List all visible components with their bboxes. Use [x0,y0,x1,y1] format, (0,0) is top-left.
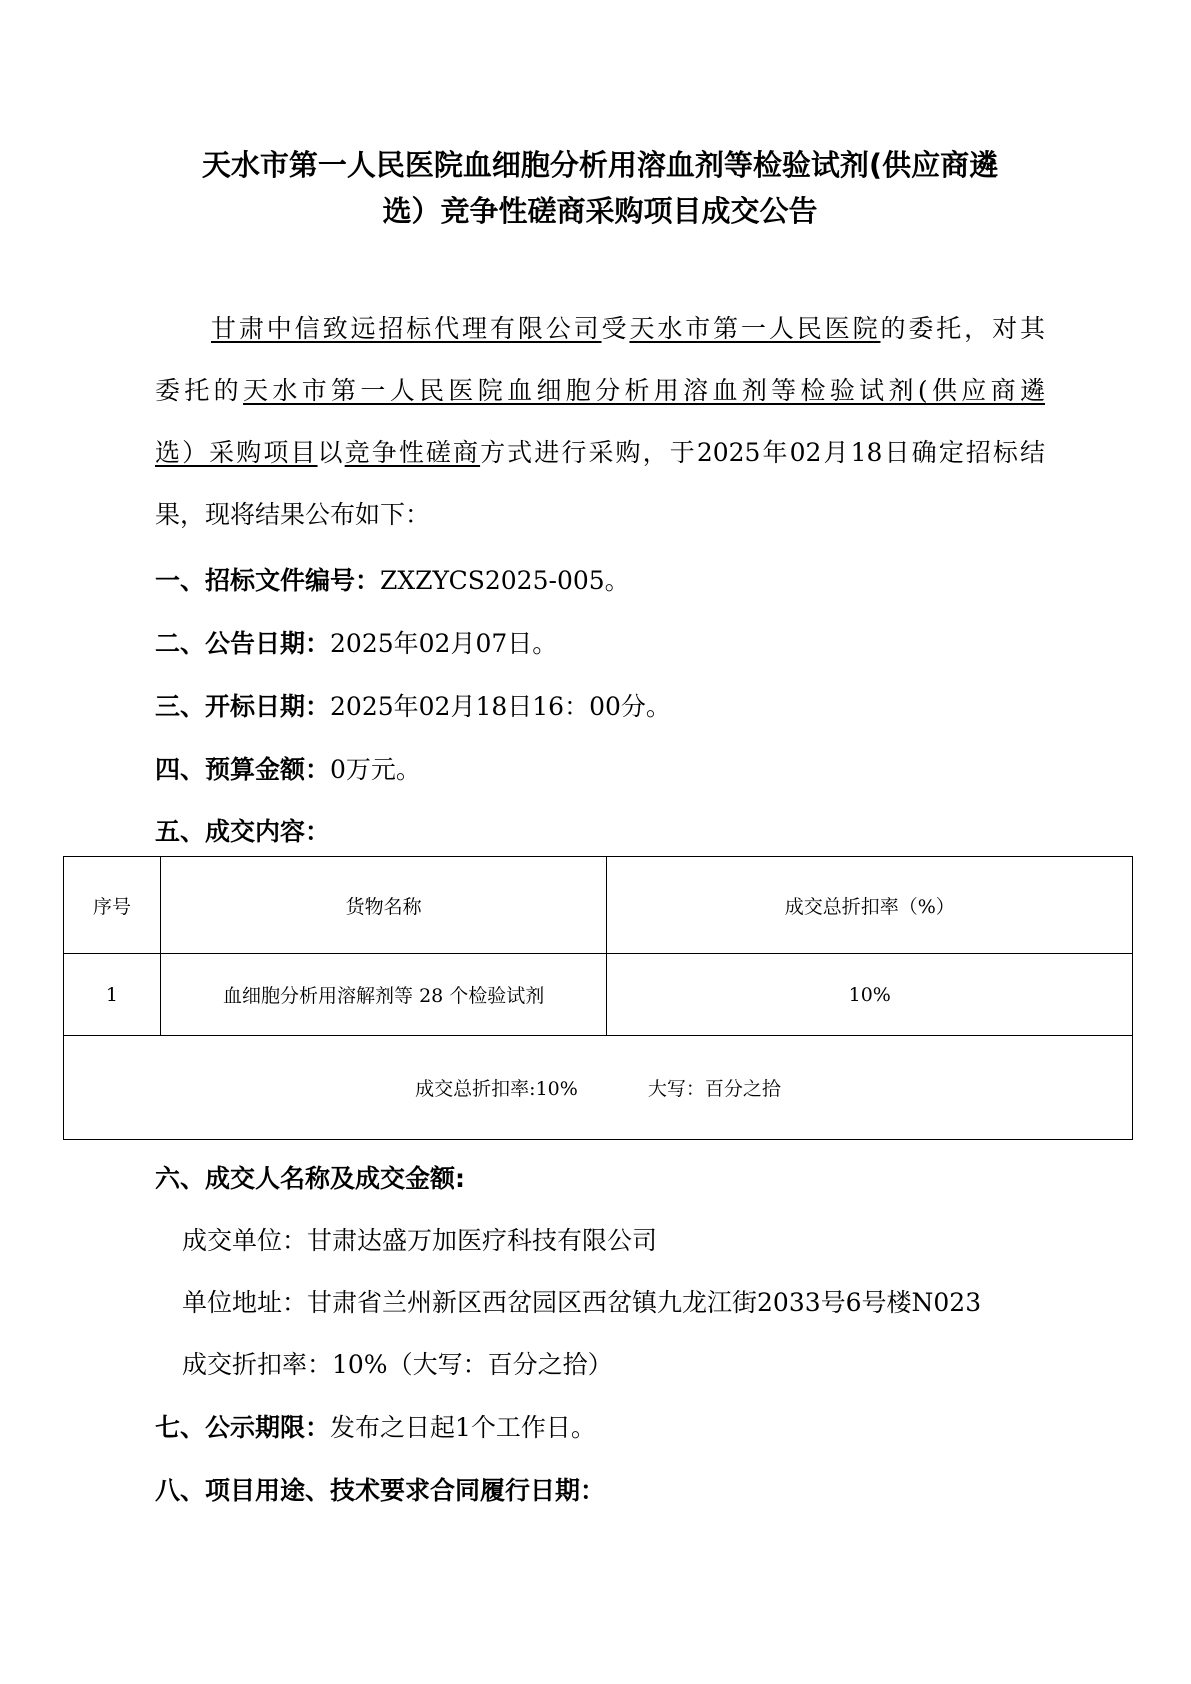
section-5 [155,812,330,852]
result-table [63,856,1133,1140]
section-5-heading: 五、成交内容： [155,817,331,846]
bid-opening-date: 2025年02月18日16：00分。 [330,692,671,721]
cell-discount-rate: 10% [607,954,1133,1036]
section-7-heading: 七、公示期限： [155,1413,331,1442]
announcement-date: 2025年02月07日。 [330,629,558,658]
section-1-heading: 一、招标文件编号： [155,566,381,595]
winner-discount-rate: 成交折扣率：10%（大写：百分之拾） [182,1350,613,1379]
section-6-heading: 六、成交人名称及成交金额: [155,1164,465,1193]
winner-unit: 成交单位：甘肃达盛万加医疗科技有限公司 [182,1226,658,1255]
table-row [64,954,1133,1036]
purchaser-name: 天水市第一人民医院 [629,314,881,343]
summary-rate-words: 大写：百分之拾 [647,1078,781,1100]
intro-text-1: 受 [601,314,630,343]
section-3 [155,687,671,727]
header-serial: 序号 [64,857,161,954]
document-title [150,142,1050,234]
intro-line-2 [155,360,1045,422]
section-8-heading: 八、项目用途、技术要求合同履行日期： [155,1476,606,1505]
header-discount-rate: 成交总折扣率（%） [607,857,1133,954]
title-line-2: 选）竞争性磋商采购项目成交公告 [382,194,818,228]
procurement-method: 竞争性磋商 [344,438,481,467]
section-2-heading: 二、公告日期： [155,629,331,658]
section-6 [155,1159,465,1199]
publicity-period: 发布之日起1个工作日。 [330,1413,596,1442]
intro-text-3: 委托的 [155,376,244,405]
summary-cell [64,1036,1133,1140]
intro-line-4 [155,484,1045,546]
section-4 [155,750,421,790]
budget-amount: 0万元。 [330,755,421,784]
intro-text-2: 的委托，对其 [880,314,1045,343]
section-2 [155,624,557,664]
intro-text-4: 以 [317,438,345,467]
project-name-part-2: 选）采购项目 [155,438,318,467]
intro-text-5: 方式进行采购，于2025年02月18日确定招标结 [480,438,1045,467]
table-summary-row [64,1036,1133,1140]
agency-name: 甘肃中信致远招标代理有限公司 [211,314,602,343]
section-7 [155,1408,596,1448]
table-header-row [64,857,1133,954]
tender-file-number: ZXZYCS2025-005。 [380,566,630,595]
cell-goods-name: 血细胞分析用溶解剂等 28 个检验试剂 [160,954,607,1036]
title-line-1: 天水市第一人民医院血细胞分析用溶血剂等检验试剂(供应商遴 [201,148,999,182]
project-name-part-1: 天水市第一人民医院血细胞分析用溶血剂等检验试剂(供应商遴 [243,376,1045,405]
intro-text-6: 果，现将结果公布如下： [155,500,431,529]
intro-line-3 [155,422,1045,484]
summary-rate: 成交总折扣率:10% [415,1078,578,1100]
header-goods-name: 货物名称 [160,857,607,954]
section-3-heading: 三、开标日期： [155,692,331,721]
cell-serial: 1 [64,954,161,1036]
section-1 [155,561,630,601]
winner-address: 单位地址：甘肃省兰州新区西岔园区西岔镇九龙江街2033号6号楼N023 [182,1288,982,1317]
section-8 [155,1471,605,1511]
intro-line-1 [155,298,1045,360]
intro-paragraph [155,298,1045,546]
section-4-heading: 四、预算金额： [155,755,331,784]
